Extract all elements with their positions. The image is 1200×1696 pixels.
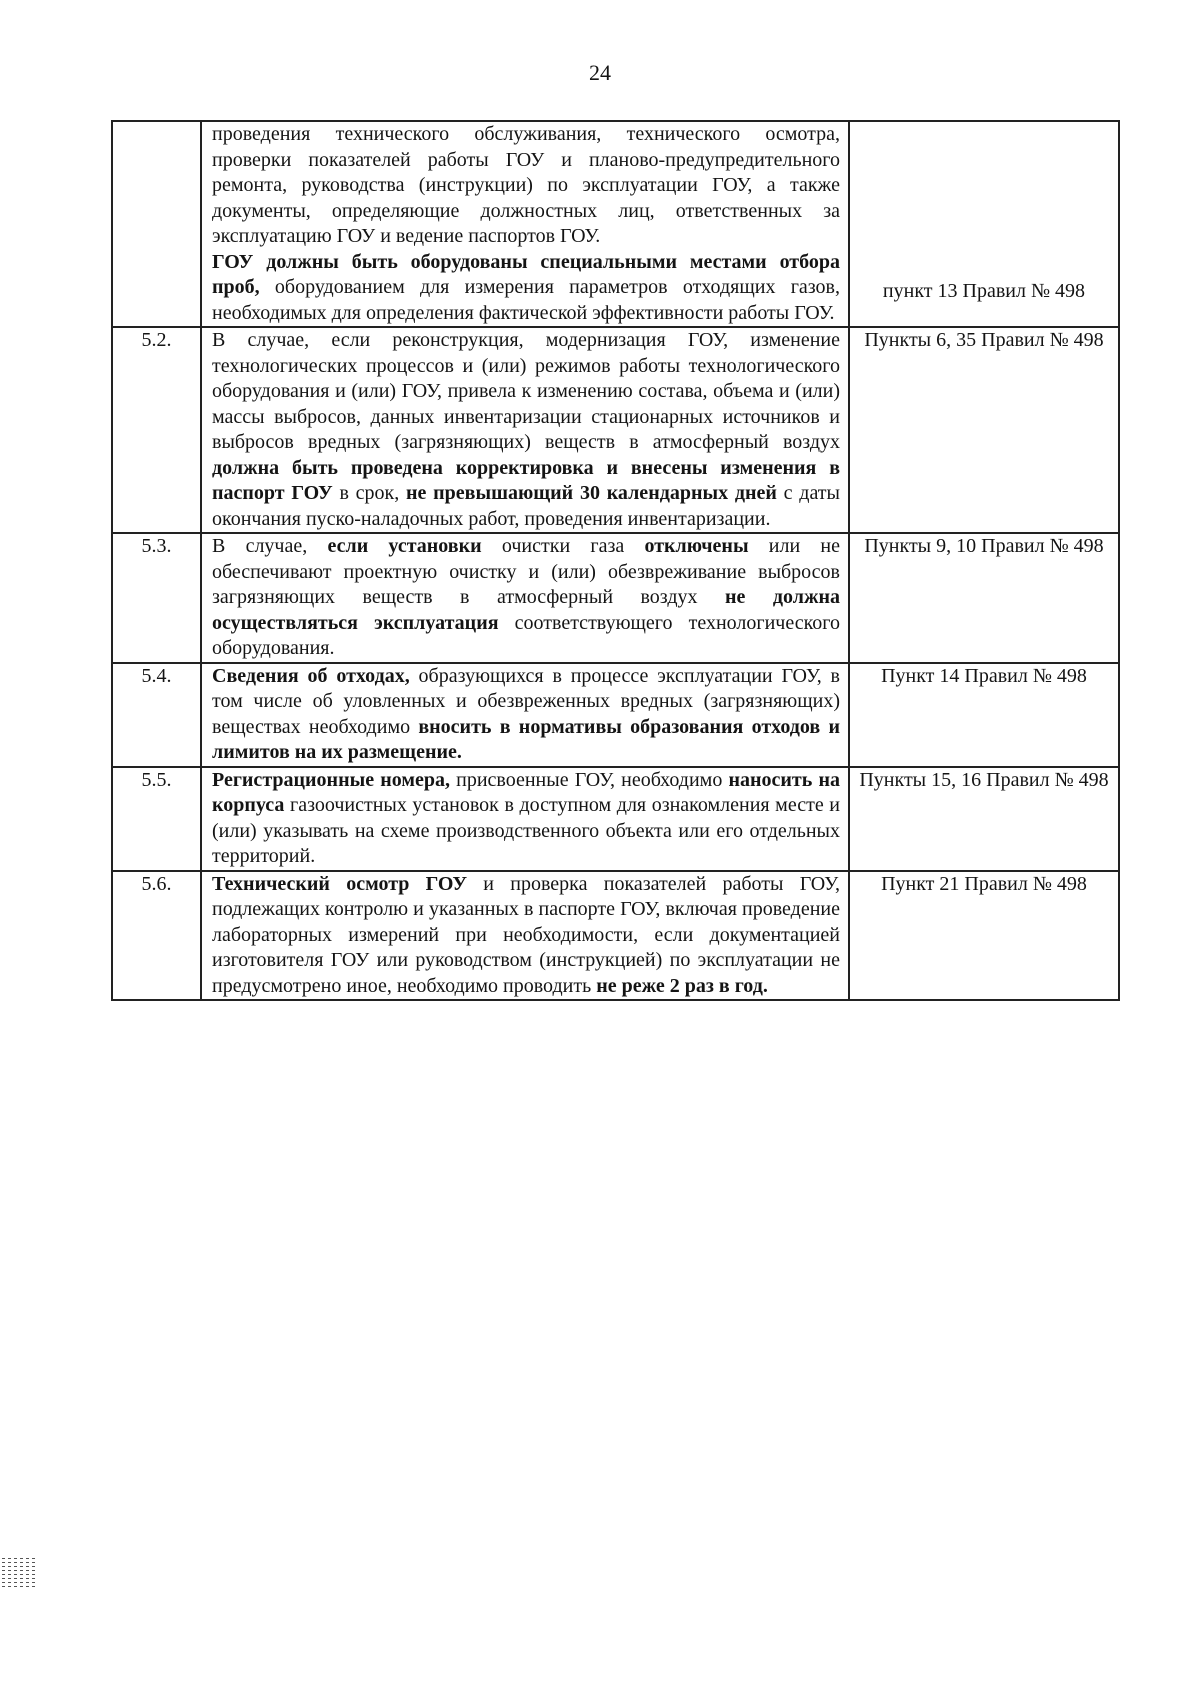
table-row	[112, 767, 1119, 871]
bold-text-run: вносить в нормативы образования отходов и лимитов на их размещение.	[212, 715, 841, 763]
requirement-paragraph	[212, 664, 840, 766]
requirement-paragraph	[212, 872, 840, 1000]
table-row	[112, 327, 1119, 533]
table-row	[112, 871, 1119, 1001]
bold-text-run: не реже 2 раз в год.	[596, 974, 768, 997]
requirement-paragraph	[212, 534, 840, 662]
text-run: с даты окончания пуско-наладочных работ, проведения инвентаризации.	[212, 482, 840, 530]
row-number-cell: 5.5.	[112, 767, 201, 871]
requirements-table	[111, 120, 1120, 1001]
row-number-cell: 5.3.	[112, 533, 201, 663]
requirement-paragraph	[212, 122, 840, 250]
row-number-cell: 5.6.	[112, 871, 201, 1001]
legal-reference-cell: Пункт 14 Правил № 498	[849, 663, 1119, 767]
row-number-cell: 5.4.	[112, 663, 201, 767]
page-number: 24	[589, 60, 611, 85]
requirement-text-cell	[201, 767, 849, 871]
text-run: проведения технического обслуживания, технического осмотра, проверки показателей работы ГОУ и планово-предупредительного ремонта, руководства (инструкции) по эксплуатации ГОУ, а также документы, определяющие должностных лиц, ответственных за эксплуатацию ГОУ и ведение паспортов ГОУ.	[212, 123, 840, 247]
text-run: или не обеспечивают проектную очистку и (или) обезвреживание выбросов загрязняющих веществ в атмосферный воздух	[212, 535, 840, 608]
text-run: соответствующего технологического оборудования.	[212, 611, 840, 659]
table-row	[112, 121, 1119, 327]
bold-text-run: отключены	[644, 535, 749, 557]
bold-text-run: если установки	[327, 535, 482, 557]
requirement-text-cell	[201, 533, 849, 663]
legal-reference-cell: Пункты 6, 35 Правил № 498	[849, 327, 1119, 533]
table-row	[112, 663, 1119, 767]
requirement-text-cell	[201, 121, 849, 327]
requirement-paragraph	[212, 250, 840, 327]
row-number-cell	[112, 121, 201, 327]
bold-text-run: Технический осмотр ГОУ	[212, 872, 468, 895]
bold-text-run: не должна осуществляться эксплуатация	[212, 586, 840, 634]
legal-reference-cell: Пункты 9, 10 Правил № 498	[849, 533, 1119, 663]
text-run: очистки газа	[481, 535, 645, 557]
bold-text-run: наносить на корпуса	[212, 768, 840, 816]
requirements-table-body	[112, 121, 1119, 1000]
text-run: в срок,	[332, 482, 406, 504]
requirement-text-cell	[201, 663, 849, 767]
text-run: и проверка показателей работы ГОУ, подлежащих контролю и указанных в паспорте ГОУ, включая проведение лабораторных измерений при необходимости, если документацией изготовителя ГОУ или руководством (инструкцией) по эксплуатации не предусмотрено иное, необходимо проводить	[212, 872, 840, 997]
bold-text-run: не превышающий 30 календарных дней	[406, 482, 777, 504]
legal-reference-cell: Пункты 15, 16 Правил № 498	[849, 767, 1119, 871]
requirement-paragraph	[212, 328, 840, 532]
requirement-text-cell	[201, 327, 849, 533]
text-run: образующихся в процессе эксплуатации ГОУ, в том числе об уловленных и обезвреженных вредных (загрязняющих) веществах необходимо	[212, 664, 840, 738]
text-run: В случае, если реконструкция, модернизация ГОУ, изменение технологических процессов и (или) режимов работы технологического оборудования и (или) ГОУ, привела к изменению состава, объема и (или) массы выбросов, данных инвентаризации стационарных источников и выбросов вредных (загрязняющих) веществ в атмосферный воздух	[212, 329, 840, 453]
bold-text-run: Регистрационные номера,	[212, 768, 450, 791]
bold-text-run: ГОУ должны быть оборудованы специальными местами отбора проб,	[212, 250, 840, 298]
requirement-paragraph	[212, 768, 840, 870]
row-number-cell: 5.2.	[112, 327, 201, 533]
text-run: оборудованием для измерения параметров отходящих газов, необходимых для определения фактической эффективности работы ГОУ.	[212, 276, 840, 324]
legal-reference-cell: Пункт 21 Правил № 498	[849, 871, 1119, 1001]
bold-text-run: должна быть проведена корректировка и внесены изменения в паспорт ГОУ	[212, 456, 840, 504]
requirement-text-cell	[201, 871, 849, 1001]
text-run: газоочистных установок в доступном для ознакомления месте и (или) указывать на схеме производственного объекта или его отдельных территорий.	[212, 794, 840, 867]
text-run: В случае,	[212, 535, 328, 557]
table-row	[112, 533, 1119, 663]
legal-reference-cell: пункт 13 Правил № 498	[849, 121, 1119, 327]
text-run: присвоенные ГОУ, необходимо	[450, 768, 729, 791]
bold-text-run: Сведения об отходах,	[212, 664, 410, 687]
scan-artifact-marks	[2, 1555, 36, 1603]
